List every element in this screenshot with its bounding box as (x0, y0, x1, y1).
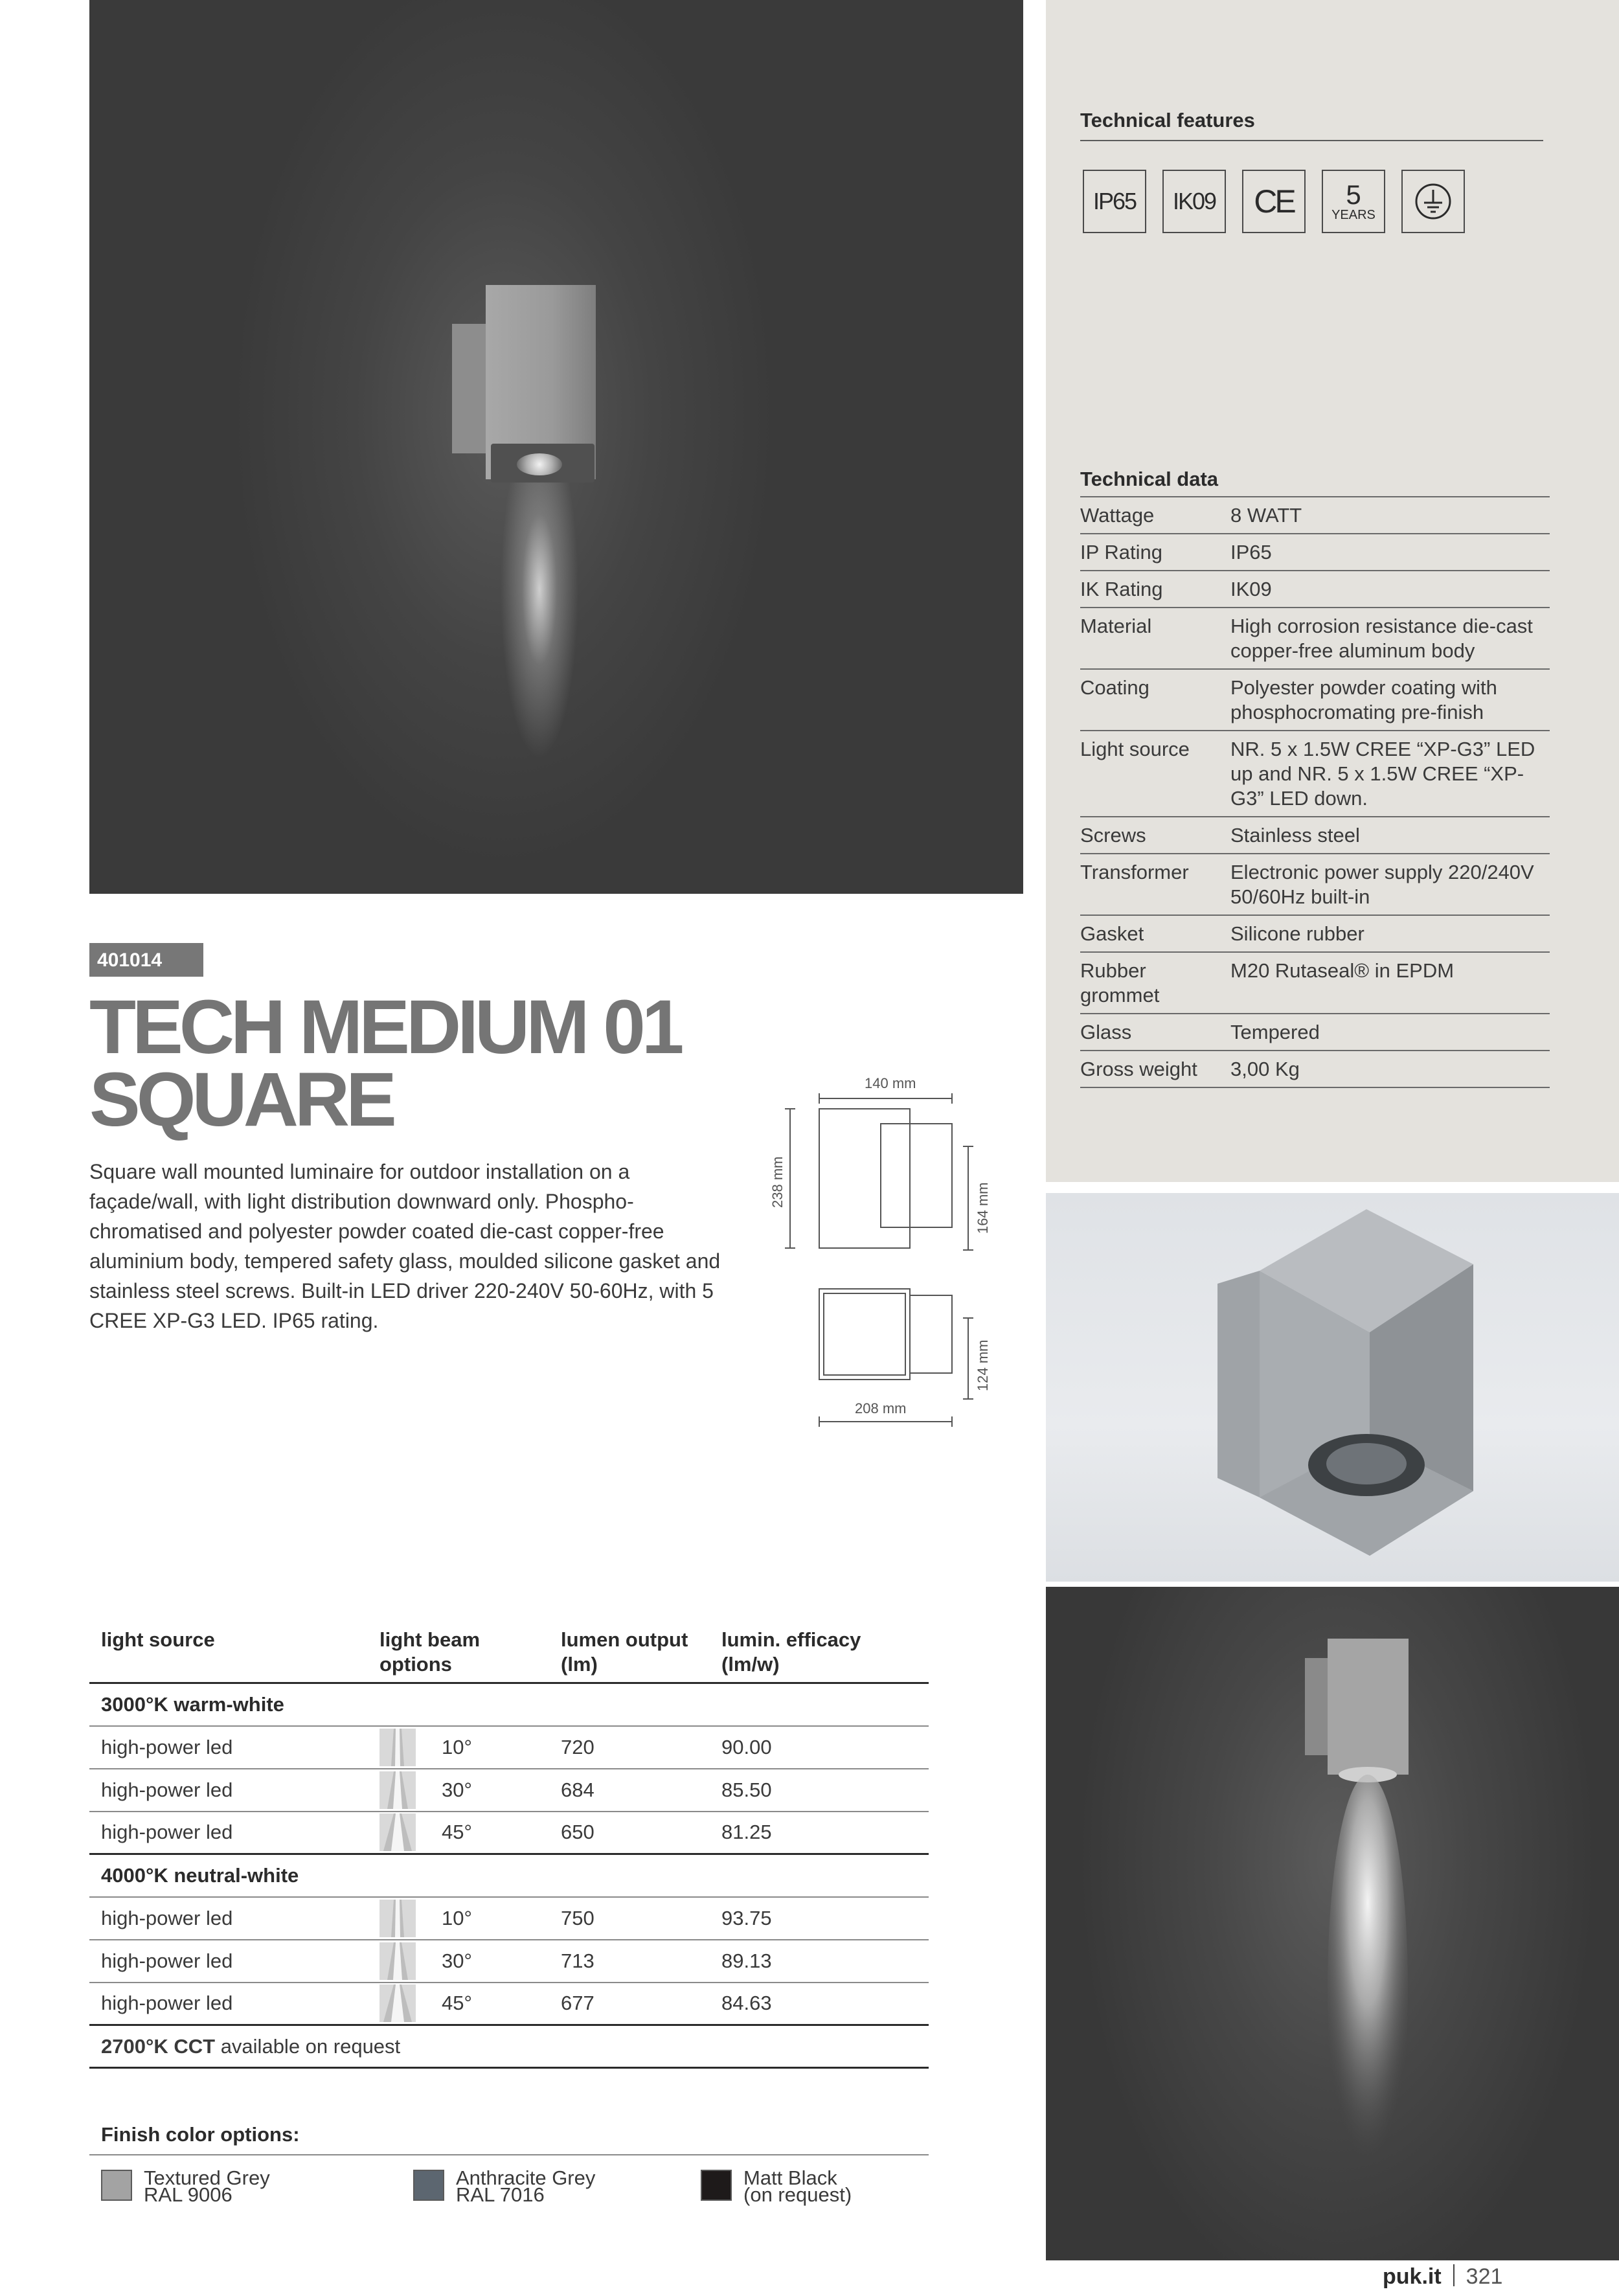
five-years-badge (1322, 170, 1385, 233)
tech-data-key: Gasket (1080, 915, 1230, 952)
efficacy-cell: 81.25 (710, 1812, 929, 1854)
efficacy-cell: 93.75 (710, 1897, 929, 1940)
tech-data-key: Rubber grommet (1080, 952, 1230, 1014)
ce-label: CE (1254, 183, 1294, 220)
tech-data-value: Stainless steel (1230, 817, 1550, 854)
title-line-1: TECH MEDIUM 01 (89, 984, 681, 1070)
beam-angle: 10° (442, 1735, 472, 1758)
years-number: 5 (1346, 179, 1361, 210)
cct-note-rest: available on request (215, 2034, 401, 2058)
beam-cell (368, 1769, 549, 1812)
light-source-cell: high-power led (89, 1940, 368, 1983)
tech-data-value: M20 Rutaseal® in EPDM (1230, 952, 1550, 1014)
light-row (89, 1897, 929, 1940)
tech-data-row (1080, 608, 1550, 669)
group-label: 3000°K warm-white (89, 1683, 929, 1726)
product-title (89, 984, 681, 1142)
product-code: 401014 (89, 943, 203, 977)
features-rule (1080, 140, 1543, 141)
light-row (89, 1983, 929, 2025)
finish-2-code: (on request) (743, 2183, 852, 2206)
tech-data-row (1080, 952, 1550, 1014)
efficacy-cell: 90.00 (710, 1726, 929, 1769)
beam-cell (368, 1726, 549, 1769)
color-temperature-group (89, 1683, 929, 1726)
finish-1-name: Anthracite Grey (456, 2166, 596, 2189)
efficacy-cell: 84.63 (710, 1983, 929, 2025)
beam-angle-icon (379, 1942, 416, 1980)
ip65-label: IP65 (1093, 188, 1137, 214)
beam-angle: 45° (442, 1992, 472, 2015)
tech-data-row (1080, 1051, 1550, 1087)
light-row (89, 1726, 929, 1769)
tech-data-value: NR. 5 x 1.5W CREE “XP-G3” LED up and NR. 5 x 1.5W CREE “XP-G3” LED down. (1230, 731, 1550, 817)
finish-0-code: RAL 9006 (144, 2183, 232, 2206)
tech-data-key: Screws (1080, 817, 1230, 854)
hero-product-photo (89, 0, 1023, 894)
finish-option-anthracite-grey (413, 2166, 596, 2206)
lumen-cell: 713 (549, 1940, 710, 1983)
tech-data-row (1080, 534, 1550, 571)
tech-data-key: IP Rating (1080, 534, 1230, 571)
years-label: YEARS (1331, 208, 1376, 222)
lumen-cell: 720 (549, 1726, 710, 1769)
tech-data-row (1080, 571, 1550, 608)
beam-angle: 30° (442, 1778, 472, 1801)
beam-angle-icon (379, 1984, 416, 2022)
beam-angle-icon (379, 1900, 416, 1937)
technical-data-table (1080, 496, 1550, 1088)
beam-angle: 10° (442, 1906, 472, 1929)
feature-badges (1083, 170, 1465, 233)
tech-data-value: Silicone rubber (1230, 915, 1550, 952)
light-source-table (89, 1622, 929, 2069)
ip65-badge (1083, 170, 1146, 233)
tech-data-value: 3,00 Kg (1230, 1051, 1550, 1087)
beam-cell (368, 1812, 549, 1854)
lumen-cell: 650 (549, 1812, 710, 1854)
light-row (89, 1769, 929, 1812)
light-table-header (89, 1622, 929, 1683)
beam-angle: 45° (442, 1821, 472, 1844)
finish-option-textured-grey (101, 2166, 270, 2206)
header-light-source: light source (89, 1622, 368, 1683)
earth-icon (1401, 170, 1465, 233)
finish-option-matt-black (701, 2166, 852, 2206)
tech-data-key: Material (1080, 608, 1230, 669)
technical-data-title: Technical data (1080, 468, 1219, 490)
header-lumen: lumen output (lm) (549, 1622, 710, 1683)
color-temperature-group (89, 1854, 929, 1897)
efficacy-cell: 85.50 (710, 1769, 929, 1812)
finish-0-name: Textured Grey (144, 2166, 270, 2189)
efficacy-cell: 89.13 (710, 1940, 929, 1983)
footer-divider (1453, 2264, 1455, 2286)
light-source-cell: high-power led (89, 1983, 368, 2025)
ik09-badge (1162, 170, 1226, 233)
title-line-2: SQUARE (89, 1057, 393, 1142)
light-source-cell: high-power led (89, 1897, 368, 1940)
dim-height: 238 mm (769, 1156, 786, 1208)
dim-bottom-depth: 124 mm (975, 1339, 991, 1391)
beam-angle-icon (379, 1771, 416, 1809)
tech-data-key: Light source (1080, 731, 1230, 817)
tech-data-key: Coating (1080, 669, 1230, 731)
tech-data-row (1080, 731, 1550, 817)
cct-note (89, 2025, 929, 2068)
light-source-cell: high-power led (89, 1812, 368, 1854)
lumen-cell: 677 (549, 1983, 710, 2025)
lamp-led (517, 453, 562, 475)
light-source-cell: high-power led (89, 1769, 368, 1812)
light-row (89, 1812, 929, 1854)
ik09-label: IK09 (1172, 188, 1216, 214)
finish-2-name: Matt Black (743, 2166, 837, 2189)
tech-data-row (1080, 669, 1550, 731)
swatch-anthracite-grey (413, 2170, 444, 2201)
tech-data-row (1080, 817, 1550, 854)
swatch-matt-black (701, 2170, 732, 2201)
group-label: 4000°K neutral-white (89, 1854, 929, 1897)
ce-badge (1242, 170, 1306, 233)
tech-data-key: Wattage (1080, 497, 1230, 534)
side-view-front (881, 1124, 952, 1227)
header-efficacy: lumin. efficacy (lm/w) (710, 1622, 929, 1683)
dim-bottom-width: 208 mm (855, 1400, 907, 1416)
tech-data-key: IK Rating (1080, 571, 1230, 608)
dim-top-width: 140 mm (865, 1075, 916, 1091)
tech-data-row (1080, 497, 1550, 534)
page-number: 321 (1466, 2264, 1503, 2289)
beam-cell (368, 1897, 549, 1940)
product-closeup-photo (1046, 1193, 1619, 1582)
beam-angle: 30° (442, 1949, 472, 1972)
product-description: Square wall mounted luminaire for outdoor installation on a façade/wall, with light distribution downward only. Phospho-chromatised and polyester powder coated die-cast copper-free aluminium body, tempered safety glass, moulded silicone gasket and stainless steel screws. Built-in LED driver 220-240V 50-60Hz, with 5 CREE XP-G3 LED. IP65 rating. (89, 1160, 721, 1332)
tech-data-row (1080, 915, 1550, 952)
page-footer (1383, 2264, 1502, 2290)
tech-data-key: Gross weight (1080, 1051, 1230, 1087)
tech-data-key: Glass (1080, 1014, 1230, 1051)
technical-features-title: Technical features (1080, 109, 1255, 131)
product-night-photo (1046, 1587, 1619, 2260)
tech-data-row (1080, 1014, 1550, 1051)
tech-data-row (1080, 854, 1550, 915)
cct-note-bold: 2700°K CCT (101, 2034, 216, 2058)
finish-1-code: RAL 7016 (456, 2183, 545, 2206)
header-light-beam: light beam options (368, 1622, 549, 1683)
tech-data-value: High corrosion resistance die-cast copper-free aluminum body (1230, 608, 1550, 669)
beam-cell (368, 1940, 549, 1983)
footer-site[interactable]: puk.it (1383, 2264, 1442, 2289)
cct-note-row (89, 2025, 929, 2068)
finish-title: Finish color options: (101, 2123, 300, 2146)
swatch-textured-grey (101, 2170, 132, 2201)
tech-data-value: Polyester powder coating with phosphocromating pre-finish (1230, 669, 1550, 731)
tech-data-value: IK09 (1230, 571, 1550, 608)
bottom-view-body (819, 1289, 910, 1380)
tech-data-value: Electronic power supply 220/240V 50/60Hz built-in (1230, 854, 1550, 915)
lumen-cell: 750 (549, 1897, 710, 1940)
beam-angle-icon (379, 1813, 416, 1851)
finish-rule (89, 2154, 929, 2155)
light-beam (491, 466, 588, 855)
tech-data-value: Tempered (1230, 1014, 1550, 1051)
dim-depth: 164 mm (975, 1182, 991, 1234)
tech-data-key: Transformer (1080, 854, 1230, 915)
lumen-cell: 684 (549, 1769, 710, 1812)
dimension-drawings (764, 1069, 1010, 1431)
tech-data-value: IP65 (1230, 534, 1550, 571)
tech-data-value: 8 WATT (1230, 497, 1550, 534)
light-source-cell: high-power led (89, 1726, 368, 1769)
beam-cell (368, 1983, 549, 2025)
beam-angle-icon (379, 1729, 416, 1766)
light-row (89, 1940, 929, 1983)
